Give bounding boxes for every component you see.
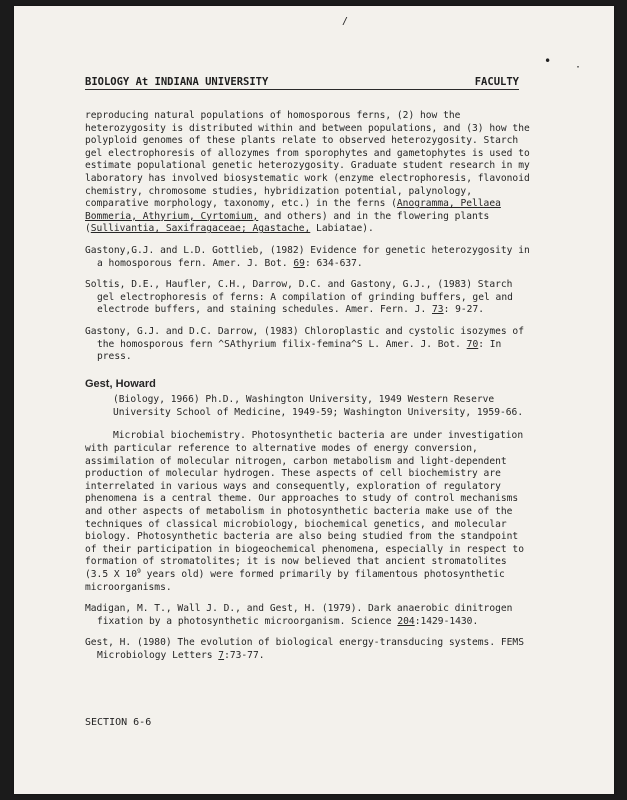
header-title: BIOLOGY At INDIANA UNIVERSITY xyxy=(85,76,269,88)
page-footer: SECTION 6-6 xyxy=(85,717,152,728)
publication: Gest, H. (1980) The evolution of biological energy-transducing systems. FEMS Microbiology Letters 7:73-77. xyxy=(85,637,524,661)
intro-paragraph: reproducing natural populations of homosporous ferns, (2) how the heterozygosity is distributed within and between populations, and (3) how the polyploid genomes of these plants relate to observed heterozygosity. Starch gel electrophoresis of allozymes from sporophytes and gametophytes is used to estimate populational genetic heterozygosity. Graduate student research in my laboratory has involved biosystematic work (enzyme electrophoresis, flavonoid chemistry, chromosome studies, hybridization potential, palynology, comparative morphology, taxonomy, etc.) in the ferns (Anogramma, Pellaea Bommeria, Athyrium, Cyrtomium, and others) and in the flowering plants (Sullivantia, Saxifragaceae; Agastache, Labiatae). xyxy=(85,110,530,235)
research-paragraph: Microbial biochemistry. Photosynthetic bacteria are under investigation with particular reference to alternative modes of energy conversion, assimilation of molecular nitrogen, carbon metabolism and light-dependent production of molecular hydrogen. These aspects of cell biochemistry are interrelated in various ways and consequently, exploration of regulatory phenomena is a central theme. Our approaches to study of control mechanisms and other aspects of metabolism in photosynthetic bacteria make use of the techniques of classical microbiology, biochemical genetics, and molecular biology. Photosynthetic bacteria are also being studied from the standpoint of their participation in biogeochemical phenomena, especially in respect to formation of stromatolites; it is now believed that ancient stromatolites (3.5 X $10^9$ years old) were formed primarily by filamentous photosynthetic microorganisms. xyxy=(85,430,524,593)
scan-tick: · xyxy=(575,62,582,73)
faculty-name: Gest, Howard xyxy=(85,377,156,390)
fern-genera: Anogramma, Pellaea Bommeria, Athyrium, Cyrtomium, xyxy=(85,198,501,222)
scan-dot: • xyxy=(544,54,552,68)
header-section: FACULTY xyxy=(474,76,519,88)
publication: Madigan, M. T., Wall J. D., and Gest, H. (1979). Dark anaerobic dinitrogen fixation by a photosynthetic microorganism. Science 204:1429-1430. xyxy=(85,603,513,627)
exponent: 9 xyxy=(136,566,141,575)
publication: Soltis, D.E., Haufler, C.H., Darrow, D.C. and Gastony, G.J., (1983) Starch gel electrophoresis of ferns: A compilation of grinding buffers, gel and electrode buffers, and staining schedules. Amer. Fern. J. 73: 9-27. xyxy=(85,279,513,316)
faculty-info: (Biology, 1966) Ph.D., Washington University, 1949 Western Reserve University School of Medicine, 1949-59; Washington University, 1959-66. xyxy=(113,394,524,418)
publication: Gastony, G.J. and D.C. Darrow, (1983) Chloroplastic and cystolic isozymes of the homosporous fern ^SAthyrium filix-femina^S L. Amer. J. Bot. 70: In press. xyxy=(85,325,524,363)
page-header xyxy=(85,76,519,90)
plant-genera: Sullivantia, Saxifragaceae; Agastache, xyxy=(90,223,311,235)
page-body xyxy=(85,110,533,672)
scan-mark: / xyxy=(342,16,349,27)
publication: Gastony,G.J. and L.D. Gottlieb, (1982) Evidence for genetic heterozygosity in a homosporous fern. Amer. J. Bot. 69: 634-637. xyxy=(85,244,530,269)
